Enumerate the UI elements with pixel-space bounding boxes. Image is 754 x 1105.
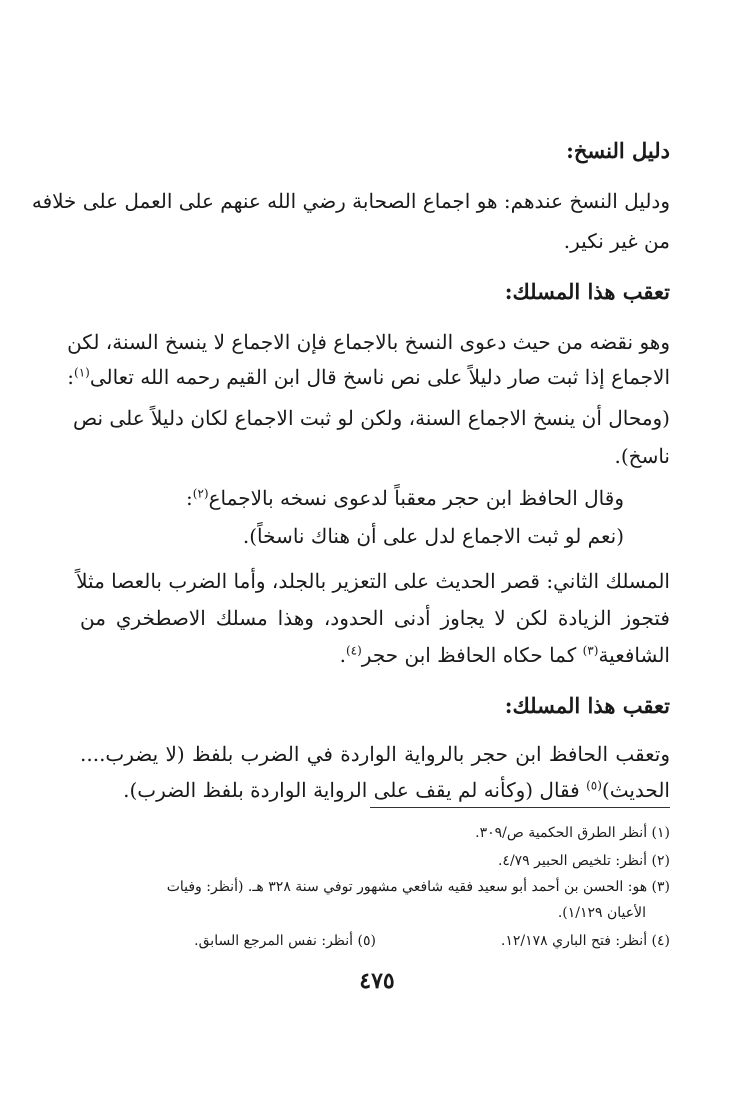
section-heading: تعقب هذا المسلك:	[504, 279, 670, 304]
section-heading: دليل النسخ:	[566, 138, 670, 163]
text-run: كما حكاه الحافظ ابن حجر	[361, 643, 583, 667]
paragraph-line: ودليل النسخ عندهم: هو اجماع الصحابة رضي الله عنهم على العمل على خلافه	[31, 189, 670, 213]
footnote: (٤) أنظر: فتح الباري ١٢/١٧٨.	[500, 933, 670, 949]
paragraph-line: وهو نقضه من حيث دعوى النسخ بالاجماع فإن الاجماع لا ينسخ السنة، لكن	[67, 330, 670, 354]
text-run: :	[67, 365, 74, 389]
footnote-ref: (٣)	[582, 643, 599, 658]
footnote-ref: (٤)	[345, 643, 362, 658]
paragraph-line: وتعقب الحافظ ابن حجر بالرواية الواردة في الضرب بلفظ (لا يضرب....	[80, 742, 670, 766]
text-run: وقال الحافظ ابن حجر معقباً لدعوى نسخه بالاجماع	[208, 486, 624, 510]
text-run: فقال (وكأنه لم يقف على الرواية الواردة بلفظ الضرب).	[123, 778, 587, 802]
footnote-ref: (٥)	[586, 778, 602, 793]
quote-line: ناسخ).	[614, 444, 670, 468]
footnote: (١) أنظر الطرق الحكمية ص/٣٠٩.	[475, 825, 670, 841]
paragraph-line	[80, 483, 624, 513]
paragraph-line: المسلك الثاني: قصر الحديث على التعزير بالجلد، وأما الضرب بالعصا مثلاً	[76, 569, 670, 593]
text-run: الشافعية	[598, 643, 670, 667]
paragraph-line	[67, 362, 670, 392]
footnote-ref: (١)	[74, 365, 90, 380]
quote-line: (ومحال أن ينسخ الاجماع السنة، ولكن لو ثبت الاجماع لكان دليلاً على نص	[72, 406, 670, 430]
quote-line: (نعم لو ثبت الاجماع لدل على أن هناك ناسخاً).	[242, 524, 624, 548]
paragraph-line: فتجوز الزيادة لكن لا يجاوز أدنى الحدود، وهذا مسلك الاصطخري من	[80, 606, 670, 630]
text-run: الاجماع إذا ثبت صار دليلاً على نص ناسخ قال ابن القيم رحمه الله تعالى	[89, 365, 670, 389]
paragraph-line: من غير نكير.	[563, 229, 670, 253]
footnote-ref: (٢)	[192, 486, 209, 501]
page-number: ٤٧٥	[359, 968, 395, 994]
footnote: الأعيان ١/١٢٩).	[557, 905, 646, 921]
paragraph-line	[80, 640, 670, 670]
text-run: :	[186, 486, 193, 510]
footnote-divider	[370, 807, 670, 808]
footnote: (٥) أنظر: نفس المرجع السابق.	[194, 933, 376, 949]
text-run: .	[339, 643, 346, 667]
text-run: الحديث)	[601, 778, 670, 802]
section-heading: تعقب هذا المسلك:	[504, 693, 670, 718]
footnote: (٣) هو: الحسن بن أحمد أبو سعيد فقيه شافعي مشهور توفي سنة ٣٢٨ هـ. (أنظر: وفيات	[166, 879, 670, 895]
footnote: (٢) أنظر: تلخيص الحبير ٤/٧٩.	[497, 853, 670, 869]
paragraph-line	[80, 775, 670, 805]
